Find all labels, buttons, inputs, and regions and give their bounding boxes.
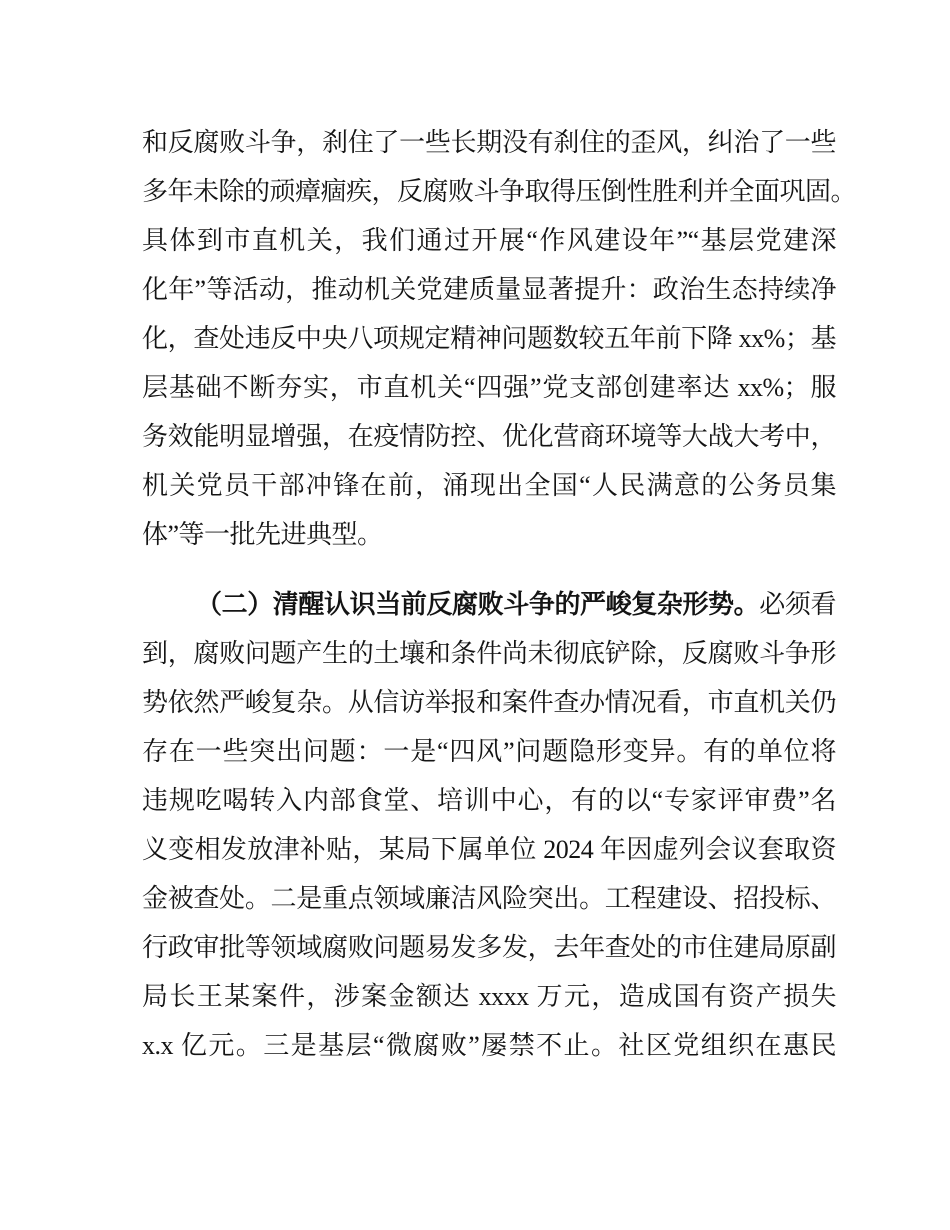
text-line: 违规吃喝转入内部食堂、培训中心，有的以“专家评审费”名	[142, 786, 836, 815]
text-line: 存在一些突出问题：一是“四风”问题隐形变异。有的单位将	[142, 737, 836, 766]
text-line: 金被查处。二是重点领域廉洁风险突出。工程建设、招投标、	[142, 884, 836, 913]
text-line: 化年”等活动，推动机关党建质量显著提升：政治生态持续净	[142, 275, 836, 304]
text-line: 机关党员干部冲锋在前，涌现出全国“人民满意的公务员集	[142, 471, 836, 500]
text-line: 务效能明显增强，在疫情防控、优化营商环境等大战大考中，	[142, 422, 836, 451]
text-line: x.x 亿元。三是基层“微腐败”屡禁不止。社区党组织在惠民	[142, 1031, 836, 1060]
text-line: 局长王某案件，涉案金额达 xxxx 万元，造成国有资产损失	[142, 982, 836, 1011]
heading-tail-text: 必须看	[759, 590, 836, 619]
text-line: 体”等一批先进典型。	[142, 520, 383, 549]
section-heading: （二）清醒认识当前反腐败斗争的严峻复杂形势。	[196, 589, 760, 619]
section-heading-line	[142, 580, 836, 629]
text-line: 义变相发放津补贴，某局下属单位 2024 年因虚列会议套取资	[142, 835, 836, 864]
text-line: 具体到市直机关，我们通过开展“作风建设年”“基层党建深	[142, 226, 836, 255]
text-line: 层基础不断夯实，市直机关“四强”党支部创建率达 xx%；服	[142, 373, 836, 402]
text-line: 多年未除的顽瘴痼疾，反腐败斗争取得压倒性胜利并全面巩固。	[142, 177, 857, 206]
text-line: 和反腐败斗争，刹住了一些长期没有刹住的歪风，纠治了一些	[142, 128, 836, 157]
text-line: 到，腐败问题产生的土壤和条件尚未彻底铲除，反腐败斗争形	[142, 639, 836, 668]
text-line: 化，查处违反中央八项规定精神问题数较五年前下降 xx%；基	[142, 324, 836, 353]
text-line: 势依然严峻复杂。从信访举报和案件查办情况看，市直机关仍	[142, 688, 836, 717]
document-body	[142, 118, 857, 1070]
text-line: 行政审批等领域腐败问题易发多发，去年查处的市住建局原副	[142, 933, 836, 962]
